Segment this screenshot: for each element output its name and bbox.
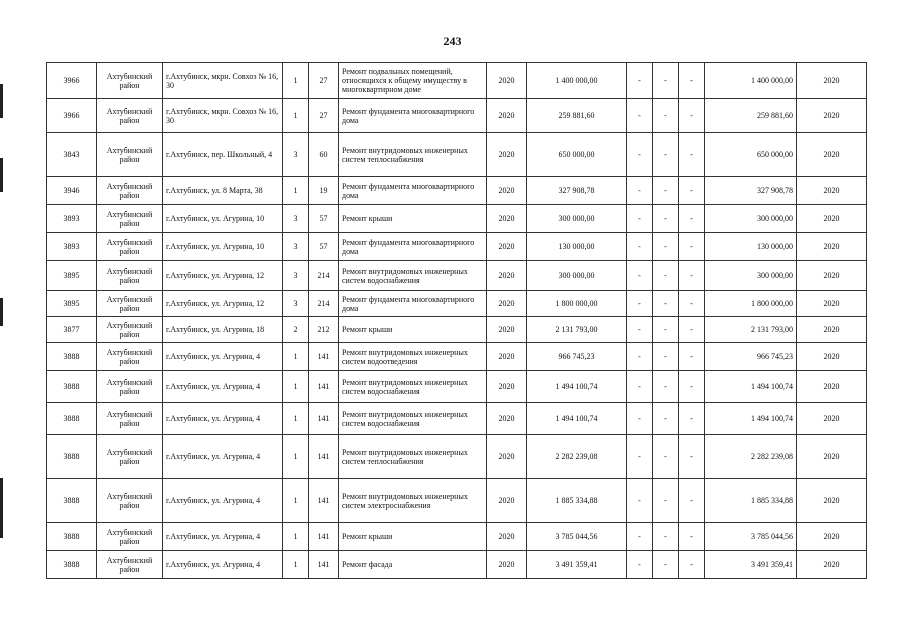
cell-apartments: 141	[309, 523, 339, 551]
cell-apartments: 214	[309, 291, 339, 317]
cell-work-type: Ремонт крыши	[339, 205, 487, 233]
cell-address: г.Ахтубинск, мкрн. Совхоз № 16, 30	[163, 63, 283, 99]
cell-apartments: 141	[309, 343, 339, 371]
cell-apartments: 214	[309, 261, 339, 291]
cell-code: 3877	[47, 317, 97, 343]
cell-empty-1: -	[627, 371, 653, 403]
cell-total: 966 745,23	[705, 343, 797, 371]
cell-code: 3888	[47, 551, 97, 579]
cell-cost: 130 000,00	[527, 233, 627, 261]
cell-empty-1: -	[627, 291, 653, 317]
table-row	[47, 435, 867, 479]
cell-empty-3: -	[679, 205, 705, 233]
cell-empty-2: -	[653, 317, 679, 343]
cell-year: 2020	[487, 261, 527, 291]
table-row	[47, 261, 867, 291]
cell-floors: 3	[283, 133, 309, 177]
cell-floors: 3	[283, 291, 309, 317]
cell-apartments: 141	[309, 479, 339, 523]
cell-address: г.Ахтубинск, ул. Агурина, 12	[163, 261, 283, 291]
cell-floors: 1	[283, 403, 309, 435]
cell-year: 2020	[487, 317, 527, 343]
cell-empty-2: -	[653, 551, 679, 579]
cell-floors: 3	[283, 205, 309, 233]
cell-address: г.Ахтубинск, ул. Агурина, 10	[163, 205, 283, 233]
table-row	[47, 403, 867, 435]
cell-end-year: 2020	[797, 479, 867, 523]
cell-year: 2020	[487, 435, 527, 479]
cell-empty-1: -	[627, 479, 653, 523]
cell-end-year: 2020	[797, 177, 867, 205]
cell-floors: 3	[283, 261, 309, 291]
cell-empty-2: -	[653, 403, 679, 435]
cell-empty-1: -	[627, 63, 653, 99]
cell-code: 3888	[47, 371, 97, 403]
cell-apartments: 212	[309, 317, 339, 343]
table-row	[47, 205, 867, 233]
cell-cost: 1 494 100,74	[527, 371, 627, 403]
cell-floors: 3	[283, 233, 309, 261]
cell-cost: 1 800 000,00	[527, 291, 627, 317]
cell-cost: 1 494 100,74	[527, 403, 627, 435]
table-row	[47, 177, 867, 205]
cell-work-type: Ремонт внутридомовых инженерных систем теплоснабжения	[339, 133, 487, 177]
cell-end-year: 2020	[797, 435, 867, 479]
cell-empty-1: -	[627, 233, 653, 261]
cell-empty-3: -	[679, 99, 705, 133]
cell-year: 2020	[487, 523, 527, 551]
cell-empty-3: -	[679, 435, 705, 479]
cell-address: г.Ахтубинск, мкрн. Совхоз № 16, 30	[163, 99, 283, 133]
cell-district: Ахтубинский район	[97, 403, 163, 435]
cell-district: Ахтубинский район	[97, 233, 163, 261]
cell-empty-3: -	[679, 291, 705, 317]
cell-empty-3: -	[679, 551, 705, 579]
table-row	[47, 343, 867, 371]
cell-total: 1 885 334,88	[705, 479, 797, 523]
cell-work-type: Ремонт подвальных помещений, относящихся к общему имуществу в многоквартирном доме	[339, 63, 487, 99]
cell-code: 3843	[47, 133, 97, 177]
cell-empty-3: -	[679, 343, 705, 371]
cell-total: 1 400 000,00	[705, 63, 797, 99]
cell-empty-3: -	[679, 261, 705, 291]
cell-work-type: Ремонт внутридомовых инженерных систем теплоснабжения	[339, 435, 487, 479]
cell-empty-2: -	[653, 177, 679, 205]
cell-floors: 1	[283, 177, 309, 205]
cell-end-year: 2020	[797, 291, 867, 317]
cell-code: 3888	[47, 435, 97, 479]
cell-address: г.Ахтубинск, ул. Агурина, 18	[163, 317, 283, 343]
cell-district: Ахтубинский район	[97, 551, 163, 579]
cell-apartments: 141	[309, 403, 339, 435]
cell-cost: 2 131 793,00	[527, 317, 627, 343]
cell-year: 2020	[487, 479, 527, 523]
table-row	[47, 291, 867, 317]
cell-work-type: Ремонт фундамента многоквартирного дома	[339, 233, 487, 261]
cell-floors: 2	[283, 317, 309, 343]
cell-code: 3966	[47, 99, 97, 133]
scan-edge-mark	[0, 298, 3, 326]
scan-edge-mark	[0, 84, 3, 118]
cell-empty-2: -	[653, 133, 679, 177]
cell-work-type: Ремонт внутридомовых инженерных систем водоснабжения	[339, 371, 487, 403]
cell-empty-2: -	[653, 291, 679, 317]
cell-empty-2: -	[653, 435, 679, 479]
cell-cost: 966 745,23	[527, 343, 627, 371]
cell-year: 2020	[487, 291, 527, 317]
cell-empty-3: -	[679, 317, 705, 343]
cell-apartments: 141	[309, 551, 339, 579]
cell-end-year: 2020	[797, 63, 867, 99]
cell-floors: 1	[283, 99, 309, 133]
cell-empty-2: -	[653, 99, 679, 133]
cell-cost: 1 885 334,88	[527, 479, 627, 523]
cell-code: 3893	[47, 233, 97, 261]
cell-cost: 327 908,78	[527, 177, 627, 205]
cell-end-year: 2020	[797, 371, 867, 403]
cell-year: 2020	[487, 371, 527, 403]
cell-address: г.Ахтубинск, ул. Агурина, 10	[163, 233, 283, 261]
cell-apartments: 57	[309, 233, 339, 261]
cell-empty-3: -	[679, 523, 705, 551]
cell-work-type: Ремонт внутридомовых инженерных систем водоснабжения	[339, 403, 487, 435]
cell-district: Ахтубинский район	[97, 371, 163, 403]
cell-total: 130 000,00	[705, 233, 797, 261]
cell-end-year: 2020	[797, 261, 867, 291]
cell-work-type: Ремонт крыши	[339, 523, 487, 551]
table-row	[47, 63, 867, 99]
cell-apartments: 57	[309, 205, 339, 233]
cell-empty-2: -	[653, 261, 679, 291]
cell-code: 3888	[47, 343, 97, 371]
cell-work-type: Ремонт внутридомовых инженерных систем электроснабжения	[339, 479, 487, 523]
cell-address: г.Ахтубинск, ул. Агурина, 4	[163, 551, 283, 579]
cell-address: г.Ахтубинск, пер. Школьный, 4	[163, 133, 283, 177]
cell-apartments: 60	[309, 133, 339, 177]
cell-address: г.Ахтубинск, ул. Агурина, 4	[163, 523, 283, 551]
cell-end-year: 2020	[797, 403, 867, 435]
table-row	[47, 99, 867, 133]
cell-total: 650 000,00	[705, 133, 797, 177]
cell-code: 3893	[47, 205, 97, 233]
cell-work-type: Ремонт внутридомовых инженерных систем водоотведения	[339, 343, 487, 371]
cell-year: 2020	[487, 205, 527, 233]
cell-apartments: 141	[309, 371, 339, 403]
cell-total: 1 800 000,00	[705, 291, 797, 317]
cell-empty-2: -	[653, 233, 679, 261]
cell-work-type: Ремонт фасада	[339, 551, 487, 579]
cell-work-type: Ремонт фундамента многоквартирного дома	[339, 99, 487, 133]
cell-year: 2020	[487, 63, 527, 99]
cell-address: г.Ахтубинск, ул. Агурина, 4	[163, 343, 283, 371]
cell-year: 2020	[487, 551, 527, 579]
cell-district: Ахтубинский район	[97, 133, 163, 177]
cell-empty-3: -	[679, 233, 705, 261]
cell-empty-2: -	[653, 479, 679, 523]
cell-floors: 1	[283, 343, 309, 371]
cell-end-year: 2020	[797, 317, 867, 343]
scan-edge-mark	[0, 478, 3, 538]
cell-total: 259 881,60	[705, 99, 797, 133]
cell-code: 3946	[47, 177, 97, 205]
cell-end-year: 2020	[797, 523, 867, 551]
cell-empty-1: -	[627, 343, 653, 371]
cell-address: г.Ахтубинск, ул. Агурина, 12	[163, 291, 283, 317]
repair-program-table	[46, 62, 867, 579]
cell-total: 1 494 100,74	[705, 371, 797, 403]
cell-total: 3 785 044,56	[705, 523, 797, 551]
cell-district: Ахтубинский район	[97, 343, 163, 371]
cell-apartments: 19	[309, 177, 339, 205]
cell-district: Ахтубинский район	[97, 291, 163, 317]
cell-district: Ахтубинский район	[97, 99, 163, 133]
cell-empty-1: -	[627, 403, 653, 435]
cell-code: 3888	[47, 403, 97, 435]
cell-cost: 1 400 000,00	[527, 63, 627, 99]
cell-year: 2020	[487, 343, 527, 371]
cell-code: 3895	[47, 261, 97, 291]
cell-district: Ахтубинский район	[97, 63, 163, 99]
cell-apartments: 141	[309, 435, 339, 479]
cell-empty-2: -	[653, 371, 679, 403]
cell-code: 3888	[47, 479, 97, 523]
cell-district: Ахтубинский район	[97, 261, 163, 291]
cell-address: г.Ахтубинск, ул. Агурина, 4	[163, 435, 283, 479]
cell-cost: 300 000,00	[527, 205, 627, 233]
cell-total: 2 282 239,08	[705, 435, 797, 479]
cell-apartments: 27	[309, 63, 339, 99]
cell-address: г.Ахтубинск, ул. Агурина, 4	[163, 479, 283, 523]
cell-code: 3895	[47, 291, 97, 317]
cell-year: 2020	[487, 233, 527, 261]
cell-district: Ахтубинский район	[97, 317, 163, 343]
cell-total: 300 000,00	[705, 205, 797, 233]
cell-year: 2020	[487, 133, 527, 177]
cell-code: 3888	[47, 523, 97, 551]
table-row	[47, 479, 867, 523]
cell-district: Ахтубинский район	[97, 523, 163, 551]
cell-empty-3: -	[679, 479, 705, 523]
cell-empty-2: -	[653, 63, 679, 99]
cell-address: г.Ахтубинск, ул. 8 Марта, 38	[163, 177, 283, 205]
cell-empty-1: -	[627, 551, 653, 579]
cell-empty-3: -	[679, 63, 705, 99]
cell-floors: 1	[283, 371, 309, 403]
cell-total: 1 494 100,74	[705, 403, 797, 435]
cell-address: г.Ахтубинск, ул. Агурина, 4	[163, 403, 283, 435]
cell-district: Ахтубинский район	[97, 435, 163, 479]
cell-district: Ахтубинский район	[97, 205, 163, 233]
cell-end-year: 2020	[797, 343, 867, 371]
cell-empty-3: -	[679, 371, 705, 403]
cell-floors: 1	[283, 551, 309, 579]
cell-code: 3966	[47, 63, 97, 99]
cell-empty-1: -	[627, 317, 653, 343]
cell-end-year: 2020	[797, 133, 867, 177]
cell-empty-2: -	[653, 523, 679, 551]
cell-work-type: Ремонт фундамента многоквартирного дома	[339, 291, 487, 317]
cell-empty-1: -	[627, 133, 653, 177]
cell-work-type: Ремонт крыши	[339, 317, 487, 343]
cell-end-year: 2020	[797, 233, 867, 261]
cell-district: Ахтубинский район	[97, 177, 163, 205]
scan-edge-mark	[0, 158, 3, 192]
cell-total: 3 491 359,41	[705, 551, 797, 579]
cell-end-year: 2020	[797, 99, 867, 133]
cell-floors: 1	[283, 63, 309, 99]
cell-floors: 1	[283, 435, 309, 479]
cell-empty-3: -	[679, 133, 705, 177]
cell-cost: 650 000,00	[527, 133, 627, 177]
cell-empty-2: -	[653, 343, 679, 371]
cell-address: г.Ахтубинск, ул. Агурина, 4	[163, 371, 283, 403]
cell-cost: 2 282 239,08	[527, 435, 627, 479]
cell-empty-3: -	[679, 403, 705, 435]
table-row	[47, 551, 867, 579]
cell-empty-2: -	[653, 205, 679, 233]
cell-empty-1: -	[627, 177, 653, 205]
cell-empty-3: -	[679, 177, 705, 205]
table-row	[47, 233, 867, 261]
cell-empty-1: -	[627, 99, 653, 133]
cell-empty-1: -	[627, 435, 653, 479]
cell-cost: 3 785 044,56	[527, 523, 627, 551]
table-row	[47, 317, 867, 343]
cell-empty-1: -	[627, 261, 653, 291]
cell-cost: 3 491 359,41	[527, 551, 627, 579]
cell-work-type: Ремонт фундамента многоквартирного дома	[339, 177, 487, 205]
cell-district: Ахтубинский район	[97, 479, 163, 523]
cell-cost: 259 881,60	[527, 99, 627, 133]
table-row	[47, 523, 867, 551]
cell-work-type: Ремонт внутридомовых инженерных систем водоснабжения	[339, 261, 487, 291]
cell-cost: 300 000,00	[527, 261, 627, 291]
table-body	[47, 63, 867, 579]
table-row	[47, 371, 867, 403]
cell-total: 2 131 793,00	[705, 317, 797, 343]
table-row	[47, 133, 867, 177]
cell-empty-1: -	[627, 205, 653, 233]
cell-empty-1: -	[627, 523, 653, 551]
cell-total: 327 908,78	[705, 177, 797, 205]
page-number: 243	[443, 34, 462, 48]
cell-total: 300 000,00	[705, 261, 797, 291]
cell-year: 2020	[487, 99, 527, 133]
cell-floors: 1	[283, 479, 309, 523]
cell-year: 2020	[487, 177, 527, 205]
cell-end-year: 2020	[797, 205, 867, 233]
cell-floors: 1	[283, 523, 309, 551]
cell-year: 2020	[487, 403, 527, 435]
cell-apartments: 27	[309, 99, 339, 133]
cell-end-year: 2020	[797, 551, 867, 579]
